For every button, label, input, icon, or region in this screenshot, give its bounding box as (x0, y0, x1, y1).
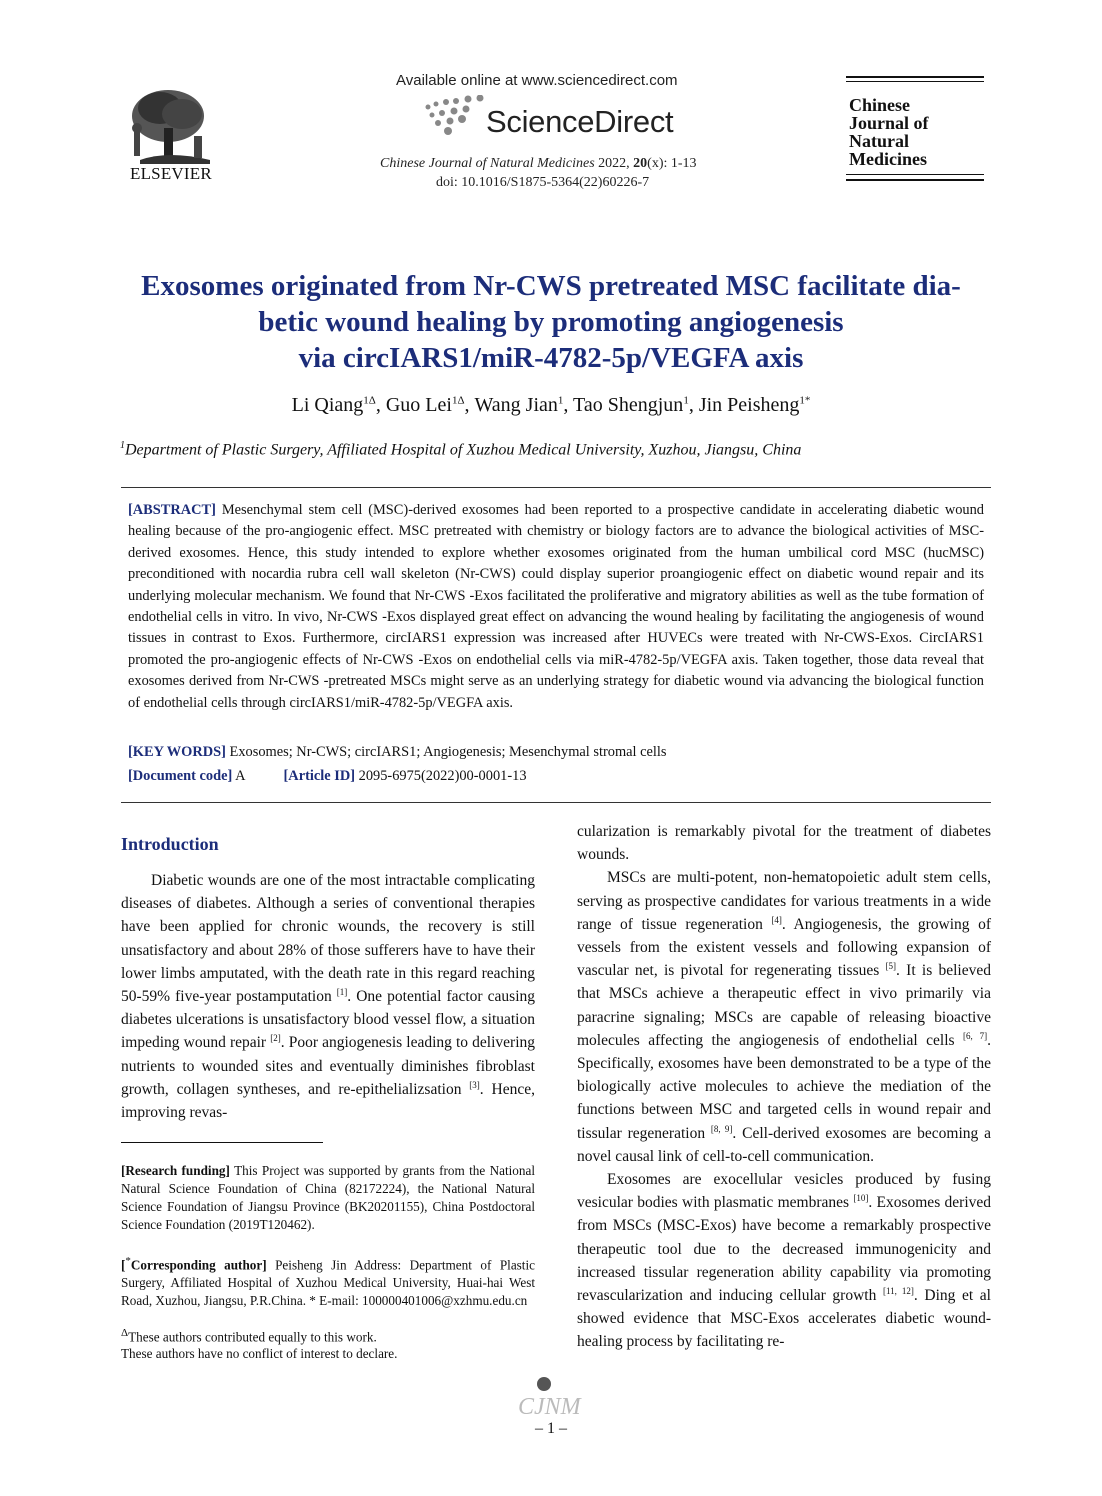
available-online-text[interactable]: Available online at www.sciencedirect.com (396, 72, 678, 89)
cjnm-logo-text: CJNM (518, 1394, 581, 1420)
article-title: Exosomes originated from Nr-CWS pretreated MSC facilitate dia- betic wound healing by promoting angiogenesis via circIARS1/miR-4782-5p/VEGFA axis (141, 270, 961, 374)
footnote-conflict: These authors have no conflict of interest to declare. (121, 1346, 398, 1361)
right-column (577, 820, 991, 1354)
author: Jin Peisheng (698, 394, 800, 416)
paragraph: MSCs are multi-potent, non-hematopoietic adult stem cells, serving as prospective candidates for various treatments in a wide range of tissue regeneration [4]. Angiogenesis, the growing of vessels from the existent vessels and following expansion of vascular net, is pivotal for regenerating tissues [5]. It is believed that MSCs achieve a therapeutic effect in vivo primarily via paracrine signaling; MSCs are capable of releasing bioactive molecules affecting the angiogenesis of endothelial cells [6, 7]. Specifically, exosomes have been demonstrated to be a type of the biologically active molecules to achieve the mediation of the functions between MSC and targeted cells in wound repair and tissular regeneration [8, 9]. Cell-derived exosomes are becoming a novel causal link of cell-to-cell communication. (577, 869, 991, 1165)
footnote-corresponding: [*Corresponding author] Peisheng Jin Address: Department of Plastic Surgery, Affiliated Hospital of Xuzhou Medical University, Huai-hai West Road, Xuzhou, Jiangsu, P.R.China. * E-mail: 100000401006@xzhmu.edu.cn (121, 1255, 535, 1309)
citation-ref[interactable]: [3] (469, 1079, 480, 1090)
page-number: – 1 – (535, 1420, 567, 1437)
section-heading-introduction: Introduction (121, 834, 219, 854)
left-column (121, 869, 535, 1124)
footnote-funding: [Research funding] This Project was supported by grants from the National Natural Science Foundation of China (82172224), the National Natural Science Foundation of Jiangsu Province (BK20201155), China Postdoctoral Science Foundation (2019T120462). (121, 1163, 536, 1232)
sciencedirect-dots-icon (422, 95, 486, 139)
publisher-name: ELSEVIER (130, 164, 212, 183)
article-id: 2095-6975(2022)00-0001-13 (355, 768, 527, 784)
citation-volume: 20 (633, 156, 648, 171)
abstract-top-rule (121, 487, 991, 488)
cjnm-footer-logo (514, 1376, 598, 1420)
author: Tao Shengjun (573, 394, 684, 416)
journal-masthead-title: Chinese Journal of Natural Medicines (849, 95, 929, 169)
paragraph: Exosomes are exocellular vesicles produced by fusing vesicular bodies with plasmatic membranes [10]. Exosomes derived from MSCs (MSC-Exos) have become a remarkably prospective therapeutic tool due to the decreased immunogenicity and increased tissular regeneration ability capability via promoting revascularization and inducing cellular growth [11, 12]. Ding et al showed evidence that MSC-Exos accelerates diabetic wound-healing process by facilitating re- (577, 1171, 992, 1351)
citation-ref[interactable]: [5] (885, 961, 897, 972)
citation-year: 2022, (594, 156, 634, 171)
abstract-bottom-rule (121, 802, 991, 803)
citation-ref[interactable]: [10] (853, 1193, 869, 1204)
footnote-equal-contribution: $^\Delta$These authors contributed equally to this work. (121, 1327, 377, 1345)
paragraph: cularization is remarkably pivotal for the treatment of diabetes wounds. (577, 823, 991, 864)
citation-ref[interactable]: [4] (771, 914, 782, 925)
article-id-label: [Article ID] (283, 768, 356, 784)
citation-ref[interactable]: [6, 7] (963, 1030, 988, 1041)
keywords: [KEY WORDS] Exosomes; Nr-CWS; circIARS1; Angiogenesis; Mesenchymal stromal cells (128, 744, 667, 760)
citation-ref[interactable]: [8, 9] (710, 1123, 733, 1134)
abstract (128, 500, 984, 714)
abstract-label: [ABSTRACT] (128, 502, 216, 518)
citation-rest: (x): 1-13 (647, 156, 697, 171)
author-list: Li Qiang$^{1\Delta}$, Guo Lei$^{1\Delta}$, Wang Jian$^1$, Tao Shengjun$^1$, Jin Peisheng$^{1*}$ (291, 394, 811, 416)
abstract-text: Mesenchymal stem cell (MSC)-derived exosomes had been reported to a prospective candidate in accelerating diabetic wound healing because of the pro-angiogenic effect. MSC pretreated with chemistry or biology factors are to advance the biological activities of MSC-derived exosomes. Hence, this study intended to explore whether exosomes originated from the human umbilical cord MSC (hucMSC) preconditioned with nocardia rubra cell wall skeleton (Nr-CWS) could display superior proangiogenic effect on diabetic wound repair and its underlying molecular mechanism. We found that Nr-CWS -Exos facilitated the proliferative and migratory abilities as well as the tube formation of endothelial cells in vitro. In vivo, Nr-CWS -Exos displayed great effect on advancing the wound healing by facilitating the angiogenesis of wound tissues in contrast to Exos. Furthermore, circIARS1 expression was increased after HUVECs were treated with Nr-CWS-Exos. CircIARS1 promoted the pro-angiogenic effects of Nr-CWS -Exos on endothelial cells via miR-4782-5p/VEGFA axis. Taken together, those data reveal that exosomes derived from Nr-CWS -pretreated MSCs might serve as an underlying strategy for diabetic wound via advancing the biological function of endothelial cells through circIARS1/miR-4782-5p/VEGFA axis. (128, 502, 984, 711)
author: Li Qiang (291, 394, 364, 416)
doi[interactable]: doi: 10.1016/S1875-5364(22)60226-7 (436, 175, 650, 190)
author: Wang Jian (474, 394, 558, 416)
document-code: [Document code] A [Article ID] 2095-6975(2022)00-0001-13 (128, 768, 527, 784)
citation-journal: Chinese Journal of Natural Medicines (380, 156, 595, 171)
citation-ref[interactable]: [1] (336, 986, 348, 997)
footnote-rule (121, 1142, 323, 1143)
affiliation: $^1$Department of Plastic Surgery, Affiliated Hospital of Xuzhou Medical University, Xuzhou, Jiangsu, China (120, 440, 802, 459)
journal-masthead (846, 76, 986, 186)
citation-ref[interactable]: [2] (270, 1033, 281, 1044)
author: Guo Lei (385, 394, 452, 416)
journal-citation (380, 156, 697, 172)
paragraph: Diabetic wounds are one of the most intractable complicating diseases of diabetes. Although a series of conventional therapies have been applied for chronic wounds, the recovery is still unsatisfactory and about 28% of those sufferers have to have their lower limbs amputated, with the death rate in this regard reaching 50-59% five-year postamputation [1]. One potential factor causing diabetes ulcerations is unsatisfactory blood vessel flow, a situation impeding wound repair [2]. Poor angiogenesis leading to delivering nutrients to wounded sites and eventually diminishes fibroblast growth, collagen syntheses, and re-epithelializsation [3]. Hence, improving revas- (121, 872, 536, 1122)
citation-ref[interactable]: [11, 12] (882, 1285, 914, 1296)
sciencedirect-wordmark: ScienceDirect (486, 104, 674, 139)
